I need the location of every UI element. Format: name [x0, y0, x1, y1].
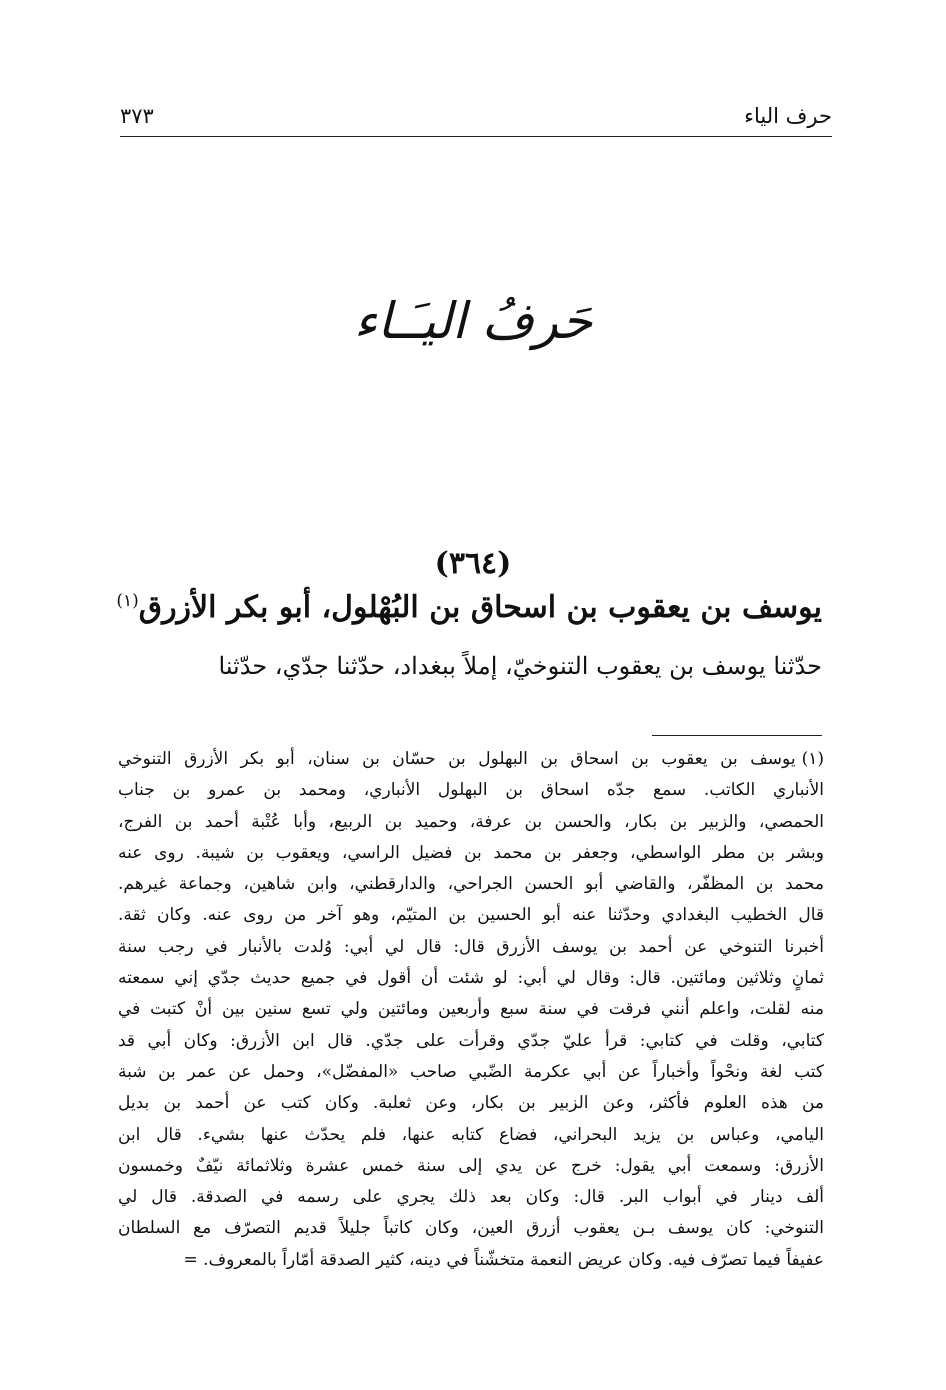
footnote-line	[118, 869, 824, 900]
footnote-line	[118, 807, 824, 838]
entry-heading	[116, 590, 822, 625]
footnote-line	[118, 1245, 824, 1276]
chapter-title: حَرفُ اليـَـاء	[353, 292, 593, 350]
footnote-line	[118, 838, 824, 869]
footnote-reference: (١)	[116, 591, 139, 611]
footnote-line	[118, 900, 824, 931]
footnote-line-text: من هذه العلوم فأكثر، وعن الزبير بن بكار، وعن ثعلبة. وكان كتب عن أحمد بن بديل	[118, 1093, 824, 1114]
footnote-line	[118, 963, 824, 994]
running-head-title: حرف الياء	[744, 104, 832, 128]
footnote-block	[118, 744, 824, 1276]
footnote-line-text: كتب لغة ونحْواً وأخباراً عن أبي عكرمة الضّبي صاحب «المفضّل»، وحمل عن عمر بن شبة	[118, 1061, 824, 1082]
footnote-line-text: اليامي، وعباس بن يزيد البحراني، فضاع كتابه عنها، فلم يحدّث عنها بشيء. قال ابن	[118, 1124, 824, 1145]
footnote-marker: (١)	[801, 749, 824, 769]
footnote-line-text: ثمانٍ وثلاثين ومائتين. قال: وقال لي أبي: لو شئت أن أقول في جميع حديث جدّي إني سمعته	[118, 968, 824, 989]
footnote-line-text: التنوخي: كان يوسف بـن يعقوب أزرق العين، وكان كاتباً جليلاً قديم التصرّف مع السلطان	[118, 1218, 824, 1239]
footnote-line	[118, 1151, 824, 1182]
footnote-line-text: عفيفاً فيما تصرّف فيه. وكان عريض النعمة متخشّناً في دينه، كثير الصدقة أمّاراً بالمعروف. =	[183, 1249, 824, 1270]
footnote-line	[118, 775, 824, 806]
footnote-line	[118, 1182, 824, 1213]
footnote-line-text: كتابي، وقلت في كتابي: قرأ عليّ جدّي وقرأت على جدّي. قال ابن الأزرق: وكان أبي قد	[118, 1030, 824, 1051]
footnote-line	[118, 1026, 824, 1057]
entry-heading-text: يوسف بن يعقوب بن اسحاق بن البُهْلول، أبو بكر الأزرق	[138, 590, 822, 625]
footnote-line	[118, 994, 824, 1025]
footnote-line-text: أخبرنا التنوخي عن أحمد بن يوسف الأزرق قال: قال لي أبي: وُلدت بالأنبار في رجب سنة	[118, 936, 824, 957]
footnote-line-text: منه لقلت، واعلم أنني فرقت في سنة سبع وأربعين ومائتين ولي تسع سنين بين أنْ كتبت في	[118, 999, 824, 1020]
footnote-line	[118, 1088, 824, 1119]
footnote-separator	[652, 735, 822, 736]
footnote-line	[118, 932, 824, 963]
footnote-line-text: ألف دينار في أبواب البر. قال: وكان بعد ذلك يجري على رسمه في الصدقة. قال لي	[118, 1187, 824, 1208]
entry-number: (٣٦٤)	[434, 546, 512, 581]
footnote-line	[118, 1213, 824, 1244]
footnote-line-text: محمد بن المظفّر، والقاضي أبو الحسن الجراحي، والدارقطني، وابن شاهين، وجماعة غيرهم.	[118, 874, 824, 895]
running-head	[120, 104, 832, 137]
footnote-line-text: يوسف بن يعقوب بن اسحاق بن البهلول بن حسّان بن سنان، أبو بكر الأزرق التنوخي	[118, 749, 796, 769]
footnote-line	[118, 1057, 824, 1088]
footnote-line-text: الأزرق: وسمعت أبي يقول: خرج عن يدي إلى سنة خمس عشرة وثلاثمائة نيّفٌ وخمسون	[118, 1155, 824, 1176]
footnote-line-text: وبشر بن مطر الواسطي، وجعفر بن محمد بن فضيل الراسي، ويعقوب بن شيبة. روى عنه	[118, 842, 824, 863]
page-number: ٣٧٣	[120, 104, 154, 128]
footnote-line	[118, 744, 824, 775]
footnote-line	[118, 1120, 824, 1151]
footnote-line-text: الحمصي، والزبير بن بكار، والحسن بن عرفة، وحميد بن الربيع، وأبا عُتْبة أحمد بن الفرج،	[118, 811, 824, 832]
footnote-line-text: قال الخطيب البغدادي وحدّثنا عنه أبو الحسين بن المتيّم، وهو آخر من روى عنه. وكان ثقة.	[118, 905, 824, 926]
footnote-line-text: الأنباري الكاتب. سمع جدّه اسحاق بن البهلول الأنباري، ومحمد بن عمرو بن جناب	[118, 780, 824, 801]
entry-text: حدّثنا يوسف بن يعقوب التنوخيّ، إملاً ببغداد، حدّثنا جدّي، حدّثنا	[218, 652, 822, 680]
